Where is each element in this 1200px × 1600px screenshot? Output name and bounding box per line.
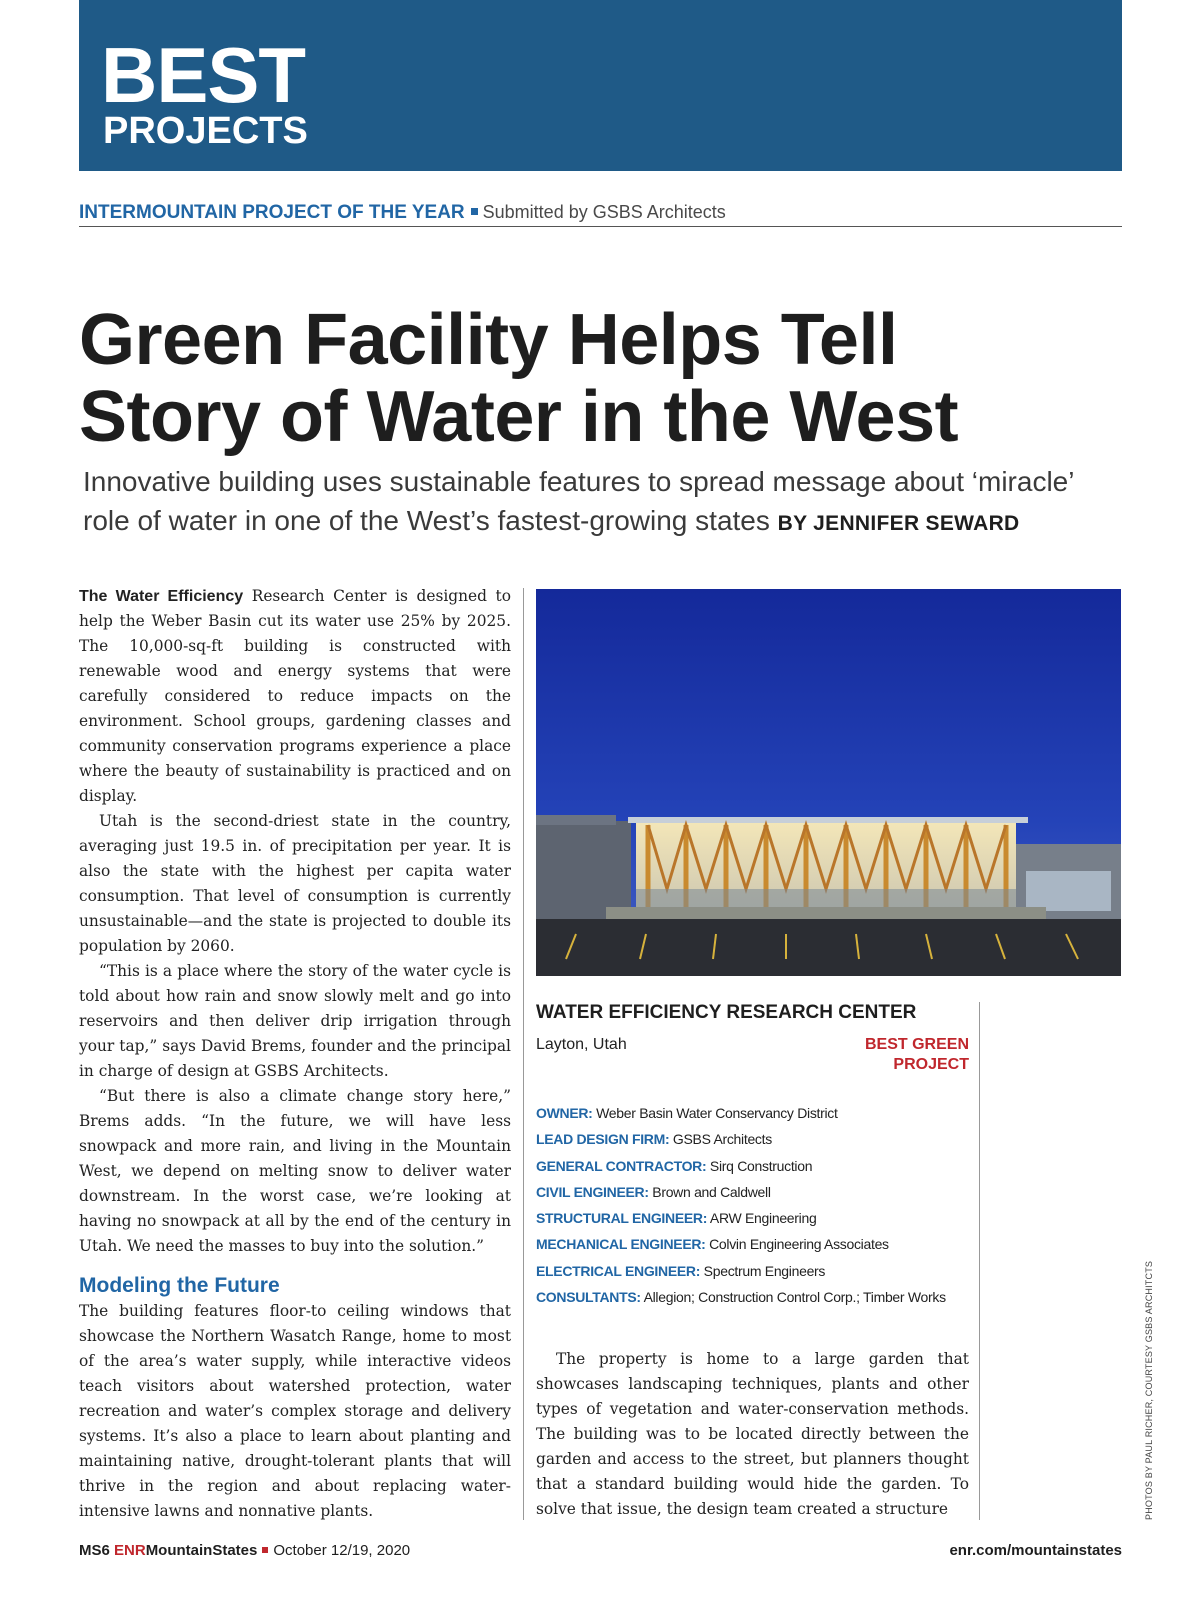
credit-value: GSBS Architects [669, 1131, 772, 1148]
credit-value: Allegion; Construction Control Corp.; Timber Works [640, 1289, 946, 1306]
credit-label: STRUCTURAL ENGINEER: [536, 1210, 708, 1227]
article-paragraph: “But there is also a climate change story here,” Brems adds. “In the future, we will have less snowpack and more rain, and living in the Mountain West, we depend on melting snow to deliver water downstream. In the worst case, we’re looking at having no snowpack at all by the end of the century in Utah. We need the masses to buy into the solution.” [79, 1087, 511, 1255]
article-headline [79, 302, 1139, 456]
kicker-rule [79, 226, 1122, 227]
publication-name: MountainStates [145, 1542, 258, 1559]
credit-value: Sirq Construction [706, 1157, 813, 1174]
credit-label: ELECTRICAL ENGINEER: [536, 1262, 701, 1279]
credit-line [536, 1231, 976, 1257]
section-kicker [79, 200, 1122, 225]
photo-credit [1143, 1240, 1155, 1520]
issue-date: October 12/19, 2020 [273, 1542, 411, 1559]
credit-value: Weber Basin Water Conservancy District [592, 1105, 838, 1121]
deck-text: Innovative building uses sustainable features to spread message about ‘miracle’ role of water in one of the West’s fastest-growing states [83, 466, 1074, 536]
banner-best-text: BEST [101, 31, 306, 119]
credit-line [536, 1126, 976, 1152]
kicker-square-icon [471, 208, 478, 215]
article-paragraph: The building features floor-to ceiling windows that showcase the Northern Wasatch Range, home to most of the area’s water supply, while interactive videos teach visitors about watershed protection, water recreation and water’s complex storage and delivery systems. It’s also a place to learn about planting and maintaining native, drought-tolerant plants that will thrive in the region and about replacing water-intensive lawns and nonnative plants. [79, 1302, 511, 1520]
footer-square-icon [262, 1547, 268, 1553]
credit-value: Colvin Engineering Associates [705, 1236, 889, 1253]
fact-box-divider [979, 1002, 980, 1520]
article-column-right: The property is home to a large garden that showcases landscaping techniques, plants and other types of vegetation and water-conservation methods. The building was to be located directly between the garden and access to the street, but planners thought that a standard building would hide the garden. To solve that issue, the design team created a structure [536, 1350, 969, 1518]
page-folio: MS6 [79, 1542, 115, 1559]
building-photo [536, 589, 1121, 976]
kicker-submitted: Submitted by GSBS Architects [482, 202, 726, 222]
credit-line [536, 1284, 976, 1310]
credit-value: Spectrum Engineers [700, 1262, 826, 1279]
fact-box-award: BEST GREEN PROJECT [864, 1036, 969, 1073]
fact-box-location: Layton, Utah [536, 1036, 627, 1053]
banner-projects-text: PROJECTS [103, 110, 308, 152]
footer-left [79, 1540, 410, 1562]
credit-line [536, 1100, 976, 1126]
fact-box-title: WATER EFFICIENCY RESEARCH CENTER [536, 1002, 917, 1023]
footer-url: enr.com/mountainstates [949, 1542, 1122, 1559]
best-projects-banner [79, 0, 1122, 171]
credit-value: Brown and Caldwell [648, 1183, 771, 1200]
credit-label: GENERAL CONTRACTOR: [536, 1157, 707, 1174]
kicker-label: INTERMOUNTAIN PROJECT OF THE YEAR [79, 202, 465, 223]
article-paragraph [79, 584, 511, 809]
column-divider [523, 588, 524, 1520]
enr-logo-text: ENR [114, 1542, 146, 1559]
credit-label: MECHANICAL ENGINEER: [536, 1236, 706, 1253]
page-footer [79, 1540, 1122, 1562]
headline-line-1: Green Facility Helps Tell [79, 300, 898, 380]
photo-credit-text: PHOTOS BY PAUL RICHER, COURTESY GSBS ARCHITCTS [1144, 1260, 1154, 1520]
lead-in: The Water Efficiency [79, 588, 244, 605]
credit-line [536, 1205, 976, 1231]
credit-label: CIVIL ENGINEER: [536, 1183, 649, 1200]
section-subhead: Modeling the Future [79, 1274, 280, 1297]
credit-value: ARW Engineering [707, 1210, 817, 1227]
credit-label: CONSULTANTS: [536, 1289, 641, 1306]
credit-label: LEAD DESIGN FIRM: [536, 1131, 670, 1148]
article-deck [83, 462, 1123, 543]
credit-label: OWNER: [536, 1105, 593, 1121]
paragraph-text: Research Center is designed to help the Weber Basin cut its water use 25% by 2025. The 10,000-sq-ft building is constructed with renewable wood and energy systems that were carefully considered to reduce impacts on the environment. School groups, gardening classes and community conservation programs experience a place where the beauty of sustainability is practiced and on display. [79, 587, 512, 805]
byline: BY JENNIFER SEWARD [777, 512, 1020, 535]
article-column-left [79, 584, 511, 1524]
project-credits [536, 1100, 976, 1310]
credit-line [536, 1153, 976, 1179]
credit-line [536, 1258, 976, 1284]
credit-line [536, 1179, 976, 1205]
article-paragraph: Utah is the second-driest state in the country, averaging just 19.5 in. of precipitation per year. It is also the state with the highest per capita water consumption. That level of consumption is currently unsustainable—and the state is projected to double its population by 2060. [79, 812, 511, 955]
headline-line-2: Story of Water in the West [79, 377, 959, 457]
article-paragraph: “This is a place where the story of the water cycle is told about how rain and snow slowly melt and go into reservoirs and then deliver drip irrigation through your tap,” says David Brems, founder and the principal in charge of design at GSBS Architects. [79, 962, 511, 1080]
